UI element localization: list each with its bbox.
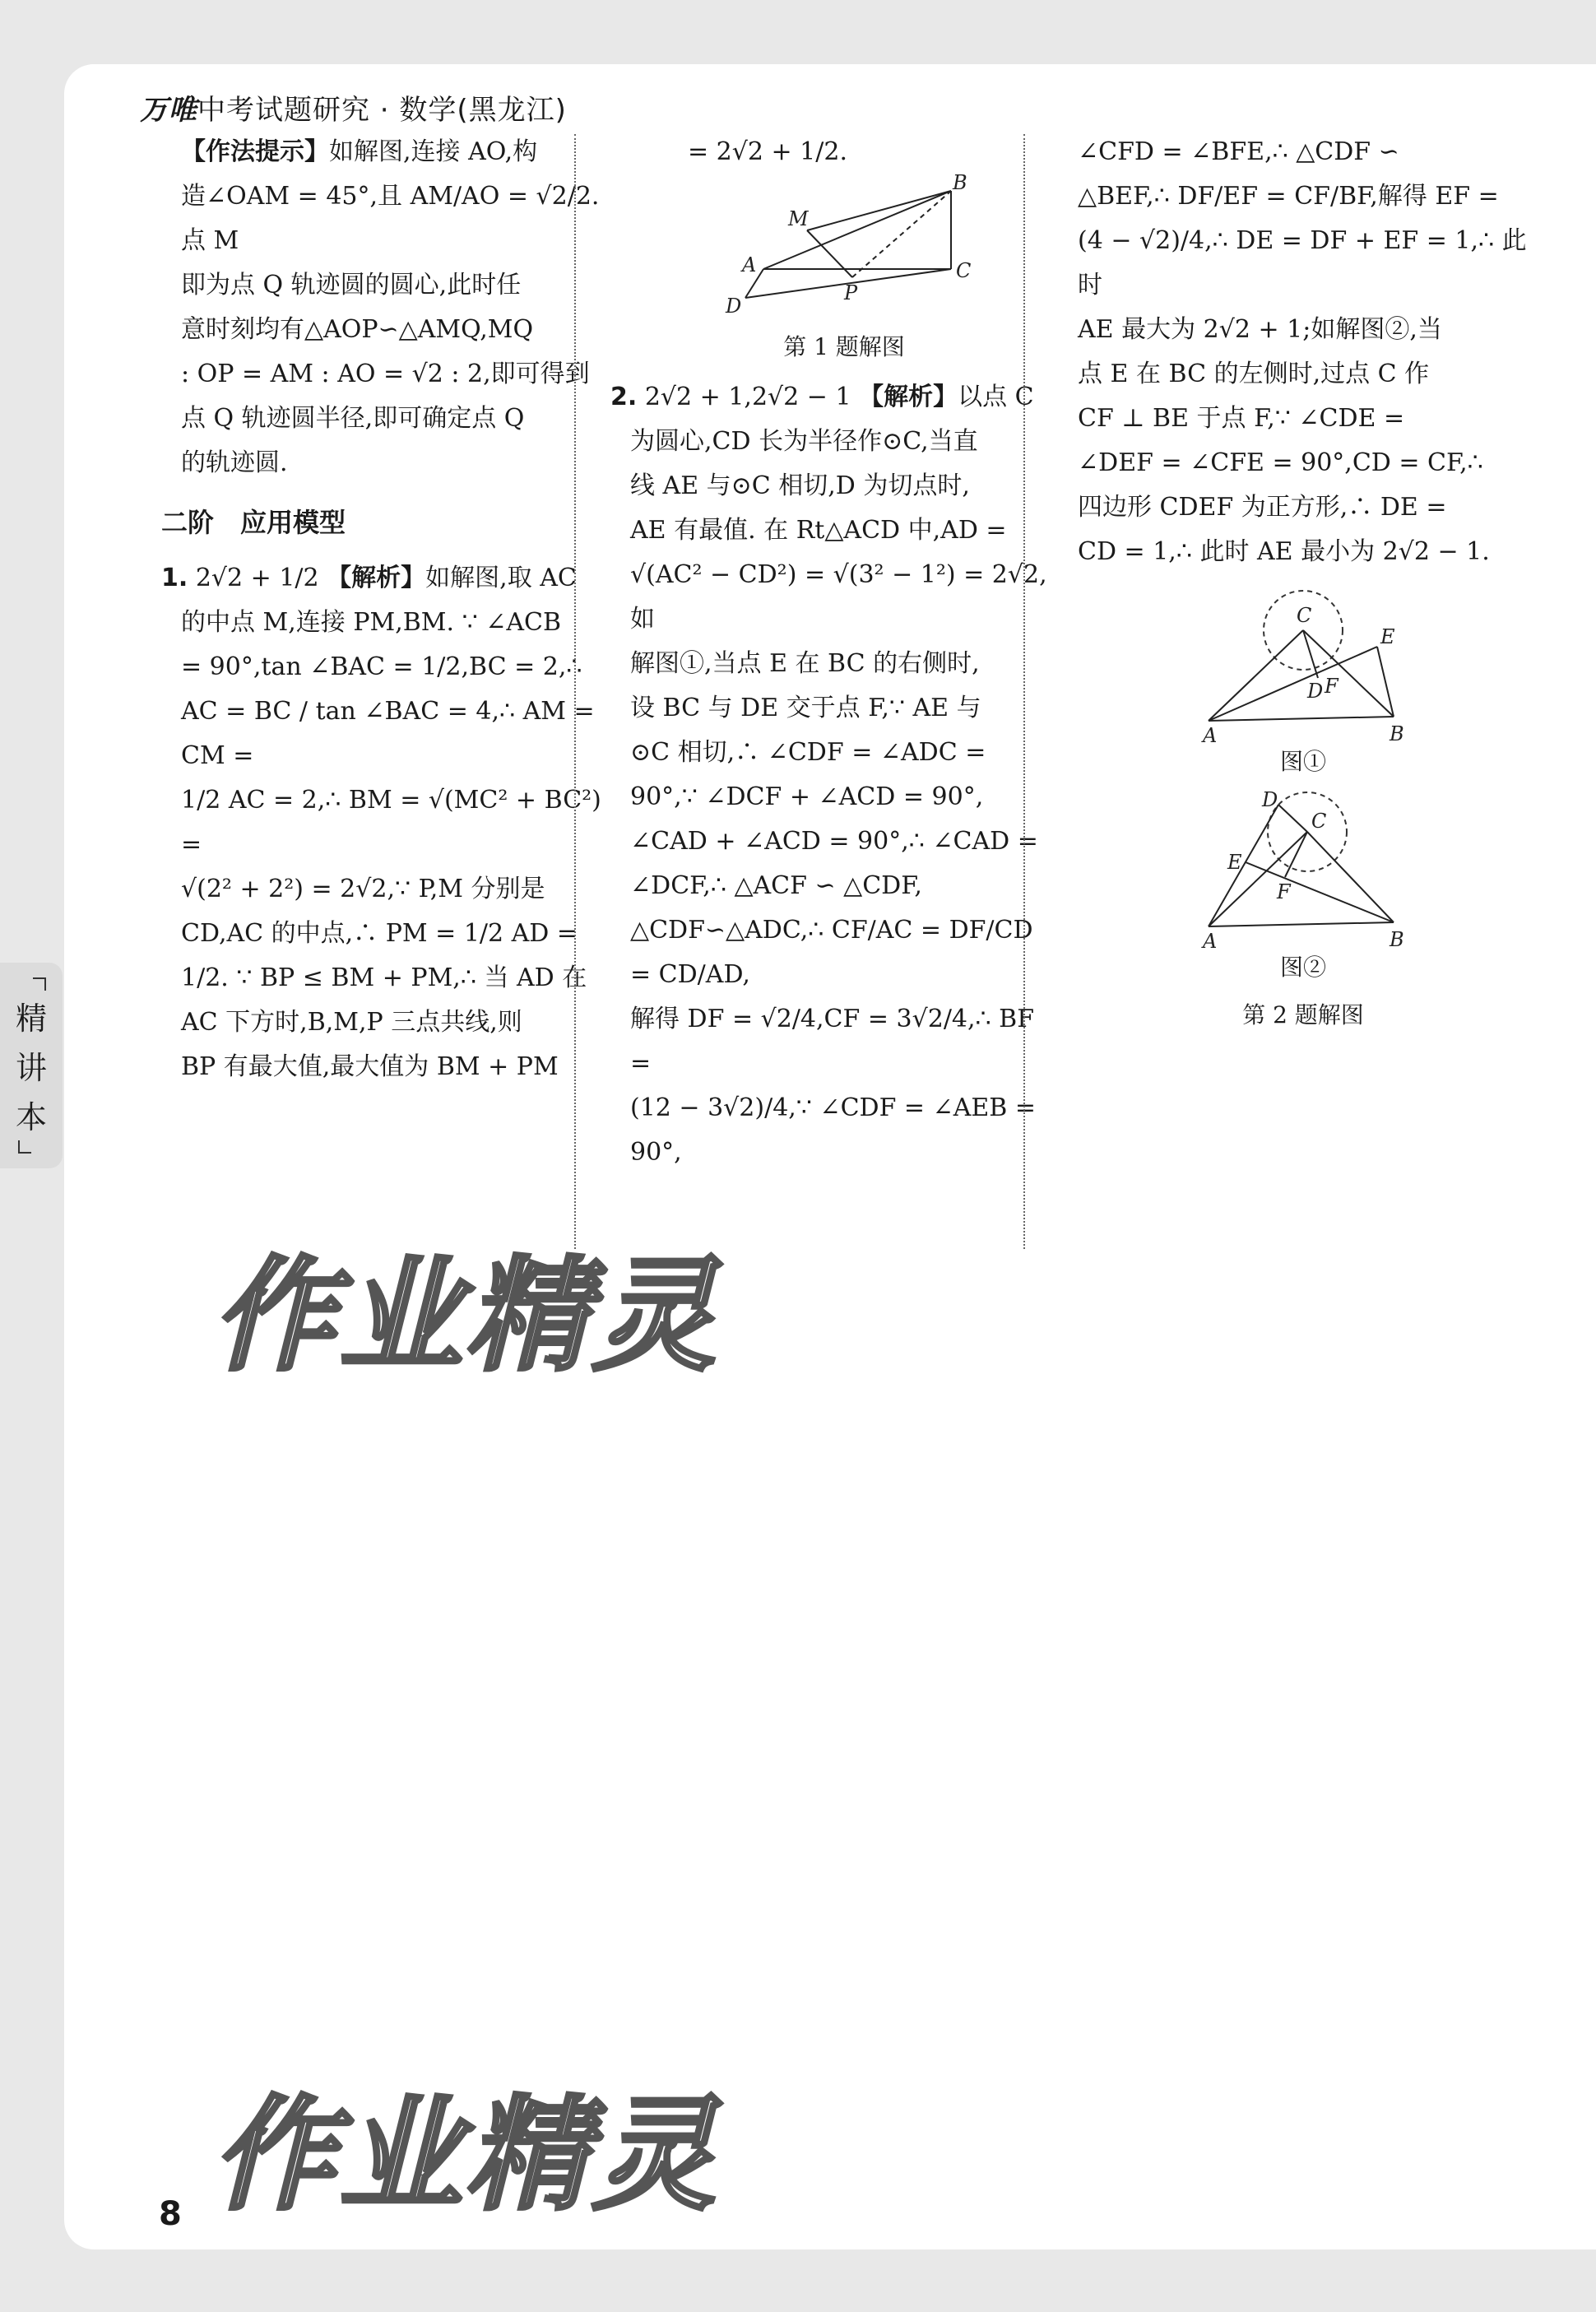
column-divider-1 (574, 134, 576, 1249)
figa-label-d: D (1307, 680, 1324, 703)
figb-label-f: F (1277, 880, 1291, 903)
column-2 (610, 130, 1058, 1175)
fig1-label-b: B (953, 174, 967, 194)
c3-line-4: 点 E 在 BC 的左侧时,过点 C 作 (1078, 360, 1430, 388)
fig1-label-d: D (726, 295, 742, 318)
column-3 (1078, 130, 1529, 1032)
q2-line-3: AE 有最值. 在 Rt△ACD 中,AD = (630, 516, 1007, 545)
figure-q2-a (1180, 589, 1427, 745)
q1-line-4: 1/2 AC = 2,∴ BM = √(MC² + BC²) = (181, 786, 601, 859)
q1-line-2: = 90°,tan ∠BAC = 1/2,BC = 2,∴ (181, 652, 582, 681)
side-tab (0, 963, 63, 1168)
q2-line-9: ∠CAD + ∠ACD = 90°,∴ ∠CAD = (630, 827, 1038, 856)
q2-line-12: 解得 DF = √2/4,CF = 3√2/4,∴ BF = (630, 1005, 1035, 1078)
q1-answer: 2√2 + 1/2 (195, 564, 319, 592)
hint-line-0: 如解图,连接 AO,构 (329, 137, 538, 166)
hint-line-5: 点 Q 轨迹圆半径,即可确定点 Q (181, 404, 525, 433)
q1-tag: 【解析】 (327, 564, 426, 592)
q2-line-0: 以点 C (958, 383, 1034, 411)
figb-label-c: C (1311, 810, 1327, 833)
figb-label-e: E (1227, 851, 1242, 874)
column-divider-2 (1023, 134, 1025, 1249)
fig1-label-p: P (844, 281, 858, 304)
q2-line-1: 为圆心,CD 长为半径作⊙C,当直 (630, 427, 978, 456)
q2-first-line (610, 375, 1058, 420)
q2-line-7: ⊙C 相切,∴ ∠CDF = ∠ADC = (630, 738, 986, 767)
figure-q2-b (1180, 787, 1427, 951)
c3-line-7: 四边形 CDEF 为正方形,∴ DE = (1078, 493, 1447, 522)
q2-line-4: √(AC² − CD²) = √(3² − 1²) = 2√2,如 (630, 560, 1047, 634)
q2-line-6: 设 BC 与 DE 交于点 F,∵ AE 与 (630, 694, 981, 722)
figure-q2-caption: 第 2 题解图 (1242, 1001, 1364, 1028)
q1-line-9: BP 有最大值,最大值为 BM + PM (181, 1052, 559, 1081)
figa-label-b: B (1390, 722, 1404, 745)
q1-continuation: = 2√2 + 1/2. (688, 137, 847, 166)
column-1 (161, 130, 625, 1089)
brand-logo: 万唯 (140, 94, 197, 127)
q1-line-5: √(2² + 2²) = 2√2,∵ P,M 分别是 (181, 875, 545, 903)
figa-label-f: F (1325, 675, 1339, 698)
watermark-upper: 作业精灵 (212, 1245, 720, 1388)
c3-line-0: ∠CFD = ∠BFE,∴ △CDF ∽ (1078, 137, 1399, 166)
hint-line-4: : OP = AM : AO = √2 : 2,即可得到 (181, 360, 590, 388)
q2-line-13: (12 − 3√2)/4,∵ ∠CDF = ∠AEB = 90°, (630, 1093, 1037, 1167)
page-header (140, 87, 567, 128)
tab-bracket-top (33, 977, 46, 991)
q2-answer: 2√2 + 1,2√2 − 1 (644, 383, 851, 411)
fig1-label-a: A (742, 253, 757, 276)
figure-q2-a-caption: 图① (1279, 748, 1326, 775)
figb-label-a: A (1203, 930, 1218, 951)
q1-line-8: AC 下方时,B,M,P 三点共线,则 (181, 1008, 522, 1037)
q2-line-2: 线 AE 与⊙C 相切,D 为切点时, (630, 471, 970, 500)
c3-line-8: CD = 1,∴ 此时 AE 最小为 2√2 − 1. (1078, 537, 1490, 566)
q1-line-0: 如解图,取 AC (425, 564, 577, 592)
watermark-lower: 作业精灵 (212, 2084, 720, 2227)
q1-line-3: AC = BC / tan ∠BAC = 4,∴ AM = CM = (181, 697, 595, 770)
figa-label-e: E (1380, 625, 1395, 648)
q1-line-1: 的中点 M,连接 PM,BM. ∵ ∠ACB (181, 608, 562, 637)
q2-number: 2. (610, 383, 638, 411)
q1-line-6: CD,AC 的中点,∴ PM = 1/2 AD = (181, 919, 578, 948)
q1-number: 1. (161, 564, 188, 592)
figa-label-c: C (1297, 604, 1312, 627)
hint-line-6: 的轨迹圆. (181, 448, 288, 477)
hint-tag: 【作法提示】 (181, 137, 329, 166)
fig1-label-c: C (956, 259, 972, 282)
side-tab-label: 精讲本 (15, 1000, 47, 1135)
q2-line-11: △CDF∽△ADC,∴ CF/AC = DF/CD = CD/AD, (630, 916, 1033, 989)
figb-label-d: D (1262, 788, 1278, 811)
header-title: 中考试题研究 · 数学(黑龙江) (197, 94, 567, 127)
figb-label-b: B (1390, 928, 1404, 951)
q2-tag: 【解析】 (859, 383, 958, 411)
page-number: 8 (159, 2195, 182, 2233)
tab-bracket-bottom (18, 1140, 31, 1154)
c3-line-5: CF ⊥ BE 于点 F,∵ ∠CDE = (1078, 404, 1405, 433)
hint-line-1: 造∠OAM = 45°,且 AM/AO = √2/2. 点 M (181, 182, 600, 255)
hint-paragraph (181, 130, 625, 174)
section-title: 二阶 应用模型 (161, 507, 346, 538)
hint-line-2: 即为点 Q 轨迹圆的圆心,此时任 (181, 271, 522, 299)
q1-line-7: 1/2. ∵ BP ≤ BM + PM,∴ 当 AD 在 (181, 963, 587, 992)
fig1-label-m: M (788, 207, 809, 230)
c3-line-6: ∠DEF = ∠CFE = 90°,CD = CF,∴ (1078, 448, 1483, 477)
q2-line-10: ∠DCF,∴ △ACF ∽ △CDF, (630, 871, 922, 900)
figure-q1 (712, 174, 976, 331)
figa-label-a: A (1203, 724, 1218, 745)
page (64, 64, 1596, 2249)
q1-first-line (161, 556, 625, 601)
q2-line-5: 解图①,当点 E 在 BC 的右侧时, (630, 649, 980, 678)
figure-q1-caption: 第 1 题解图 (783, 333, 905, 360)
q2-line-8: 90°,∵ ∠DCF + ∠ACD = 90°, (630, 782, 984, 811)
c3-line-2: (4 − √2)/4,∴ DE = DF + EF = 1,∴ 此时 (1078, 226, 1527, 299)
c3-line-3: AE 最大为 2√2 + 1;如解图②,当 (1078, 315, 1442, 344)
hint-line-3: 意时刻均有△AOP∽△AMQ,MQ (181, 315, 534, 344)
c3-line-1: △BEF,∴ DF/EF = CF/BF,解得 EF = (1078, 182, 1499, 211)
figure-q2-b-caption: 图② (1279, 954, 1326, 981)
